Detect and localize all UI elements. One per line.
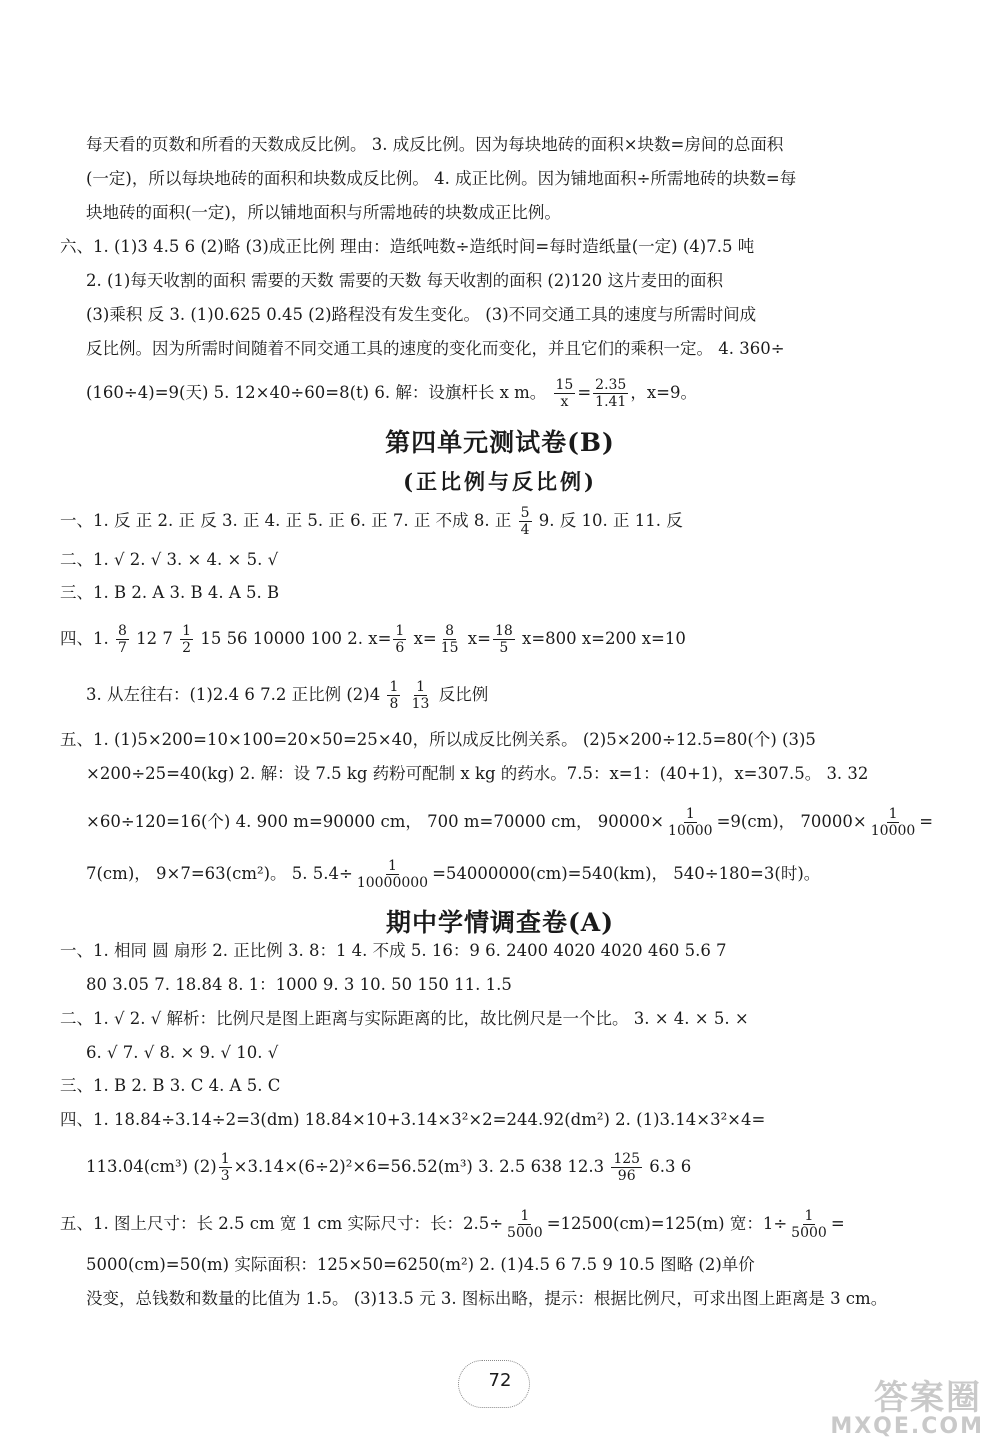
text-line xyxy=(60,623,910,656)
text-fragment: 3. 从左往右：(1)2.4 6 7.2 正比例 (2)4 xyxy=(86,685,381,704)
watermark-logo xyxy=(830,1370,992,1450)
text-line: 5000(cm)=50(m) 实际面积：125×50=6250(m²) 2. (1)4.5 6 7.5 9 10.5 图略 (2)单价 xyxy=(86,1255,755,1274)
text-line xyxy=(86,679,936,712)
text-fragment: 12 7 xyxy=(130,629,173,648)
fraction xyxy=(611,1151,642,1184)
text-fragment: x=800 x=200 x=10 xyxy=(516,629,686,648)
numerator: 8 xyxy=(118,623,127,639)
equals-sign: = xyxy=(577,383,592,402)
text-fragment: = xyxy=(830,1214,845,1233)
fraction xyxy=(410,679,432,712)
denominator: 15 xyxy=(440,640,459,656)
text-line: 一、1. 相同 圆 扇形 2. 正比例 3. 8：1 4. 不成 5. 16：9 6. 2400 4020 4020 460 5.6 7 xyxy=(60,941,727,960)
fraction xyxy=(219,1151,232,1184)
text-line xyxy=(86,858,936,891)
fraction xyxy=(439,623,461,656)
text-line: 没变，总钱数和数量的比值为 1.5。 (3)13.5 元 3. 图标出略，提示：根据比例尺，可求出图上距离是 3 cm。 xyxy=(86,1289,888,1308)
denominator: 13 xyxy=(411,696,430,712)
numerator: 1 xyxy=(220,1151,230,1167)
text-line: (3)乘积 反 3. (1)0.625 0.45 (2)路程没有发生变化。 (3)不同交通工具的速度与所需时间成 xyxy=(86,305,757,324)
denominator: 10000 xyxy=(870,823,916,839)
numerator: 1 xyxy=(804,1208,814,1224)
text-line xyxy=(60,1208,910,1241)
fraction xyxy=(180,623,193,656)
text-line xyxy=(60,505,910,538)
text-line: 80 3.05 7. 18.84 8. 1：1000 9. 3 10. 50 150 11. 1.5 xyxy=(86,975,512,994)
denominator: 10000 xyxy=(668,823,713,839)
denominator: 6 xyxy=(395,640,405,656)
text-line: 三、1. B 2. A 3. B 4. A 5. B xyxy=(60,583,280,602)
text-fragment: 9. 反 10. 正 11. 反 xyxy=(533,511,683,530)
fraction xyxy=(789,1208,829,1241)
text-line: 四、1. 18.84÷3.14÷2=3(dm) 18.84×10+3.14×3²×2=244.92(dm²) 2. (1)3.14×3²×4= xyxy=(60,1110,766,1129)
denominator: 3 xyxy=(220,1168,230,1184)
fraction xyxy=(116,623,129,656)
text-line: 2. (1)每天收割的面积 需要的天数 需要的天数 每天收割的面积 (2)120 这片麦田的面积 xyxy=(86,271,723,290)
denominator: 8 xyxy=(389,696,399,712)
section-title: 期中学情调查卷(A) xyxy=(385,908,615,937)
numerator: 125 xyxy=(613,1151,641,1167)
text-line: 二、1. √ 2. √ 3. × 4. × 5. √ xyxy=(60,550,279,569)
text-line: ×200÷25=40(kg) 2. 解：设 7.5 kg 药粉可配制 x kg 的药水。7.5：x=1：(40+1)，x=307.5。 3. 32 xyxy=(86,764,869,783)
text-fragment: 五、1. 图上尺寸：长 2.5 cm 宽 1 cm 实际尺寸：长：2.5÷ xyxy=(60,1214,504,1233)
denominator: 1.41 xyxy=(595,394,627,410)
numerator: 1 xyxy=(888,806,898,822)
text-fragment: ×60÷120=16(个) 4. 900 m=90000 cm， 700 m=70000 cm， 90000× xyxy=(86,812,665,831)
fraction xyxy=(554,377,576,410)
text-fragment: 15 56 10000 100 2. x= xyxy=(195,629,392,648)
text-fragment: 反比例 xyxy=(433,685,489,704)
fraction xyxy=(387,679,400,712)
text-fragment: ×3.14×(6÷2)²×6=56.52(m³) 3. 2.5 638 12.3 xyxy=(233,1157,605,1176)
watermark-text: 答案圈 xyxy=(874,1378,982,1418)
text-fragment: 7(cm)， 9×7=63(cm²)。 5. 5.4÷ xyxy=(86,864,353,883)
fraction xyxy=(493,623,515,656)
denominator: 5 xyxy=(499,640,509,656)
numerator: 1 xyxy=(388,858,397,874)
denominator: 2 xyxy=(182,640,192,656)
text-fragment: 6.3 6 xyxy=(644,1157,692,1176)
fraction xyxy=(666,806,715,839)
text-fragment: 113.04(cm³) (2) xyxy=(86,1157,217,1176)
numerator: 1 xyxy=(182,623,192,639)
denominator: 7 xyxy=(118,640,127,656)
numerator: 1 xyxy=(389,679,399,695)
text-line xyxy=(86,377,936,410)
denominator: 4 xyxy=(520,522,530,538)
numerator: 1 xyxy=(685,806,695,822)
fraction xyxy=(869,806,918,839)
denominator: 10000000 xyxy=(356,875,429,891)
denominator: 96 xyxy=(617,1168,636,1184)
text-line xyxy=(86,1151,936,1184)
numerator: 2.35 xyxy=(595,377,627,393)
text-fragment: =9(cm)， 70000× xyxy=(716,812,867,831)
numerator: 15 xyxy=(555,377,574,393)
fraction xyxy=(593,377,628,410)
text-line xyxy=(86,806,936,839)
text-line: 三、1. B 2. B 3. C 4. A 5. C xyxy=(60,1076,281,1095)
text-line: 块地砖的面积(一定)，所以铺地面积与所需地砖的块数成正比例。 xyxy=(86,203,561,222)
text-fragment: 四、1. xyxy=(60,629,109,648)
text-line: 二、1. √ 2. √ 解析：比例尺是图上距离与实际距离的比，故比例尺是一个比。 3. × 4. × 5. × xyxy=(60,1009,749,1028)
numerator: 8 xyxy=(445,623,455,639)
text-fragment: =54000000(cm)=540(km)， 540÷180=3(时)。 xyxy=(432,864,821,883)
text-fragment: =12500(cm)=125(m) 宽：1÷ xyxy=(546,1214,788,1233)
text-fragment: ，x=9。 xyxy=(630,383,697,402)
text-line: 五、1. (1)5×200=10×100=20×50=25×40，所以成反比例关系。 (2)5×200÷12.5=80(个) (3)5 xyxy=(60,730,816,749)
fraction xyxy=(519,505,532,538)
text-fragment: x= xyxy=(408,629,437,648)
numerator: 1 xyxy=(416,679,425,695)
text-line: 六、1. (1)3 4.5 6 (2)略 (3)成正比例 理由：造纸吨数÷造纸时间=每时造纸量(一定) (4)7.5 吨 xyxy=(60,237,755,256)
numerator: 18 xyxy=(494,623,513,639)
denominator: 5000 xyxy=(791,1225,827,1241)
text-fragment: 一、1. 反 正 2. 正 反 3. 正 4. 正 5. 正 6. 正 7. 正 不成 8. 正 xyxy=(60,511,512,530)
text-fragment: x= xyxy=(462,629,491,648)
numerator: 1 xyxy=(520,1208,530,1224)
watermark-url: MXQE.COM xyxy=(830,1414,984,1439)
numerator: 1 xyxy=(395,623,405,639)
text-fragment: = xyxy=(919,812,934,831)
fraction xyxy=(355,858,430,891)
text-line: 6. √ 7. √ 8. × 9. √ 10. √ xyxy=(86,1043,279,1062)
denominator: 5000 xyxy=(507,1225,543,1241)
page-number: 72 xyxy=(488,1370,512,1391)
text-line: 反比例。因为所需时间随着不同交通工具的速度的变化而变化，并且它们的乘积一定。 4. 360÷ xyxy=(86,339,785,358)
denominator: x xyxy=(560,394,569,410)
section-title: 第四单元测试卷(B) xyxy=(385,428,615,457)
text-line: 每天看的页数和所看的天数成反比例。 3. 成反比例。因为每块地砖的面积×块数=房间的总面积 xyxy=(86,135,784,154)
numerator: 5 xyxy=(520,505,530,521)
fraction xyxy=(393,623,406,656)
section-subtitle: (正比例与反比例) xyxy=(403,469,597,494)
fraction xyxy=(505,1208,545,1241)
text-line: (一定)，所以每块地砖的面积和块数成反比例。 4. 成正比例。因为铺地面积÷所需地砖的块数=每 xyxy=(86,169,797,188)
text-fragment: (160÷4)=9(天) 5. 12×40÷60=8(t) 6. 解：设旗杆长 x m。 xyxy=(86,383,547,402)
